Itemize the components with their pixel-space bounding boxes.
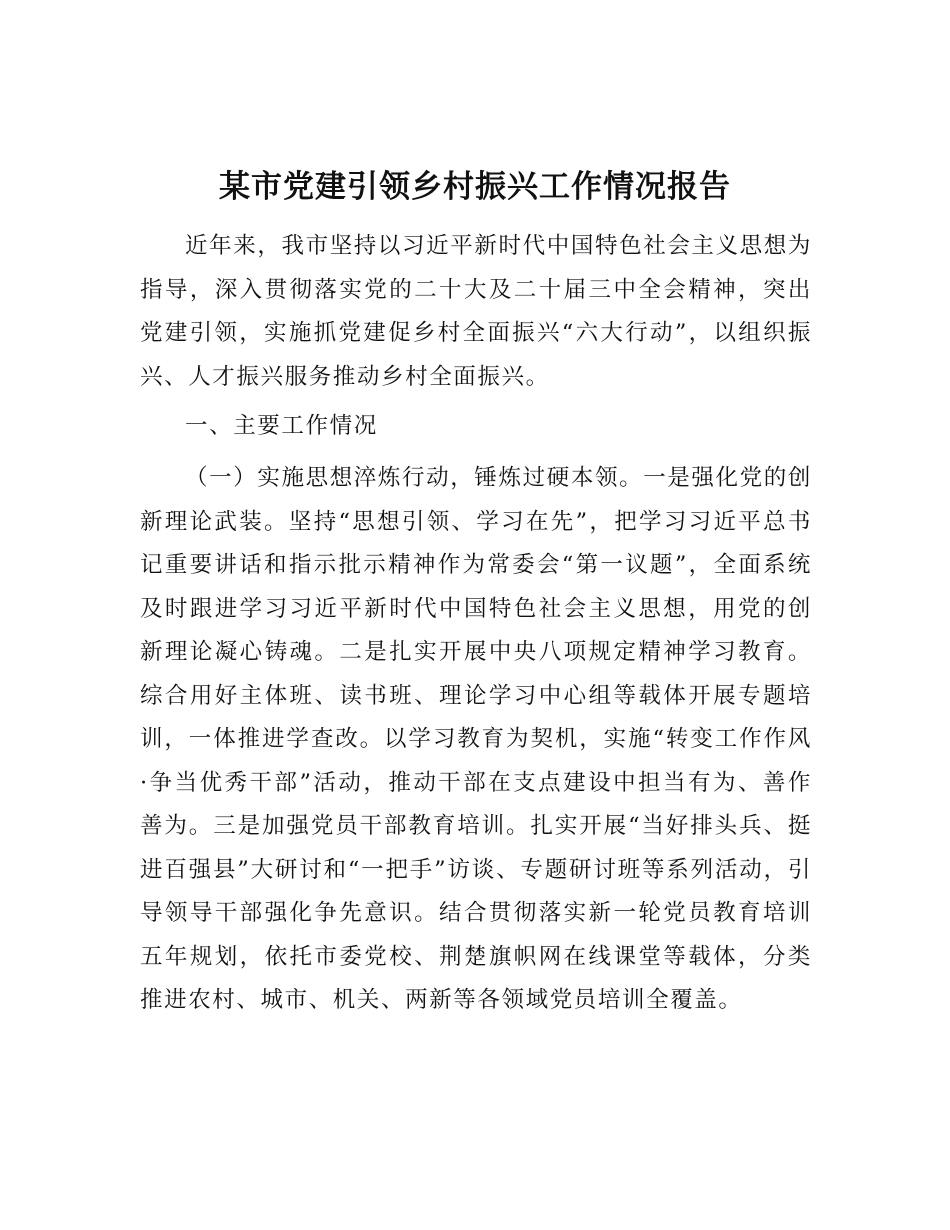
intro-paragraph: 近年来，我市坚持以习近平新时代中国特色社会主义思想为指导，深入贯彻落实党的二十大及二十届三中全会精神，突出党建引领，实施抓党建促乡村全面振兴“六大行动”，以组织振兴、人才振兴服务推动乡村全面振兴。: [140, 233, 812, 390]
document-title: 某市党建引领乡村振兴工作情况报告: [219, 169, 731, 205]
subsection-paragraph: （一）实施思想淬炼行动，锤炼过硬本领。一是强化党的创新理论武装。坚持“思想引领、学习在先”，把学习习近平总书记重要讲话和指示批示精神作为常委会“第一议题”，全面系统及时跟进学习习近平新时代中国特色社会主义思想，用党的创新理论凝心铸魂。二是扎实开展中央八项规定精神学习教育。综合用好主体班、读书班、理论学习中心组等载体开展专题培训，一体推进学查改。以学习教育为契机，实施“转变工作作风·争当优秀干部”活动，推动干部在支点建设中担当有为、善作善为。三是加强党员干部教育培训。扎实开展“当好排头兵、挺进百强县”大研讨和“一把手”访谈、专题研讨班等系列活动，引导领导干部强化争先意识。结合贯彻落实新一轮党员教育培训五年规划，依托市委党校、荆楚旗帜网在线课堂等载体，分类推进农村、城市、机关、两新等各领域党员培训全覆盖。: [140, 465, 812, 1013]
section-heading: 一、主要工作情况: [185, 413, 378, 439]
